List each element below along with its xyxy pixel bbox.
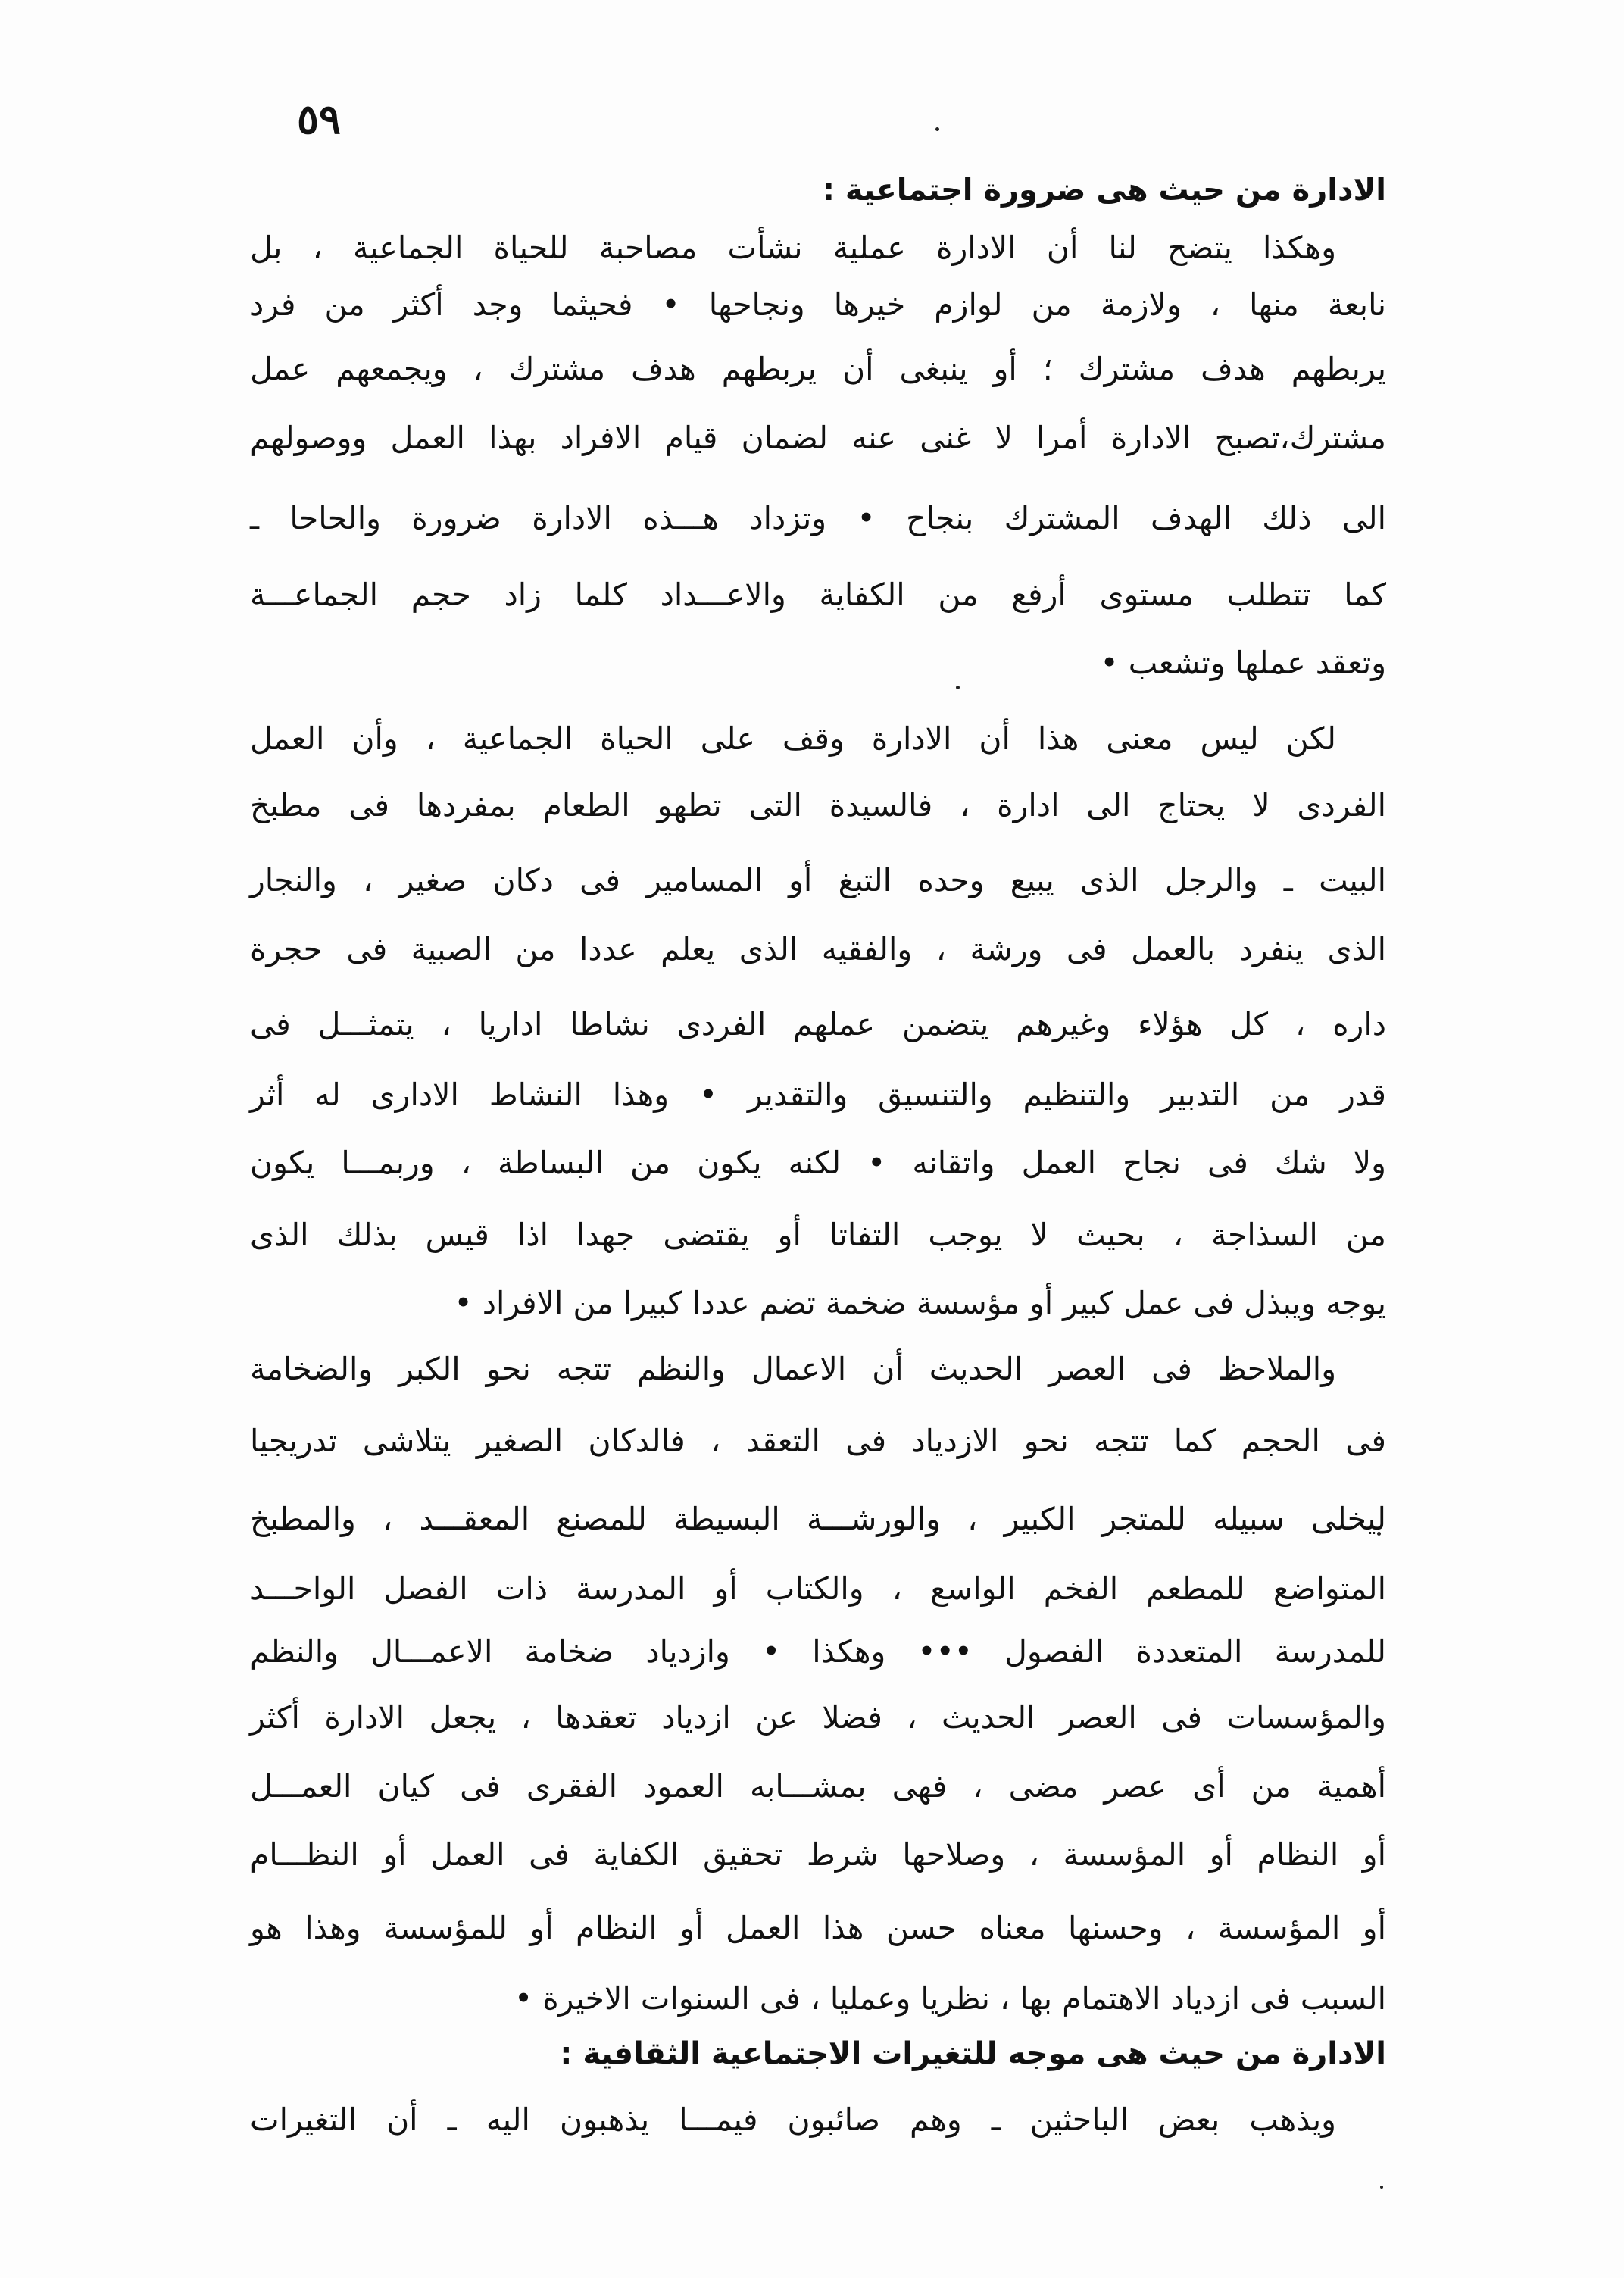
section-heading: الادارة من حيث هى موجه للتغيرات الاجتماعية الثقافية : — [560, 2036, 1386, 2071]
scan-speck — [1380, 2186, 1383, 2189]
text-line: وتعقد عملها وتشعب • — [1100, 645, 1386, 681]
text-line: كما تتطلب مستوى أرفع من الكفاية والاعـــداد كلما زاد حجم الجماعـــة — [250, 577, 1386, 613]
text-line: نابعة منها ، ولازمة من لوازم خيرها ونجاحها • فحيثما وجد أكثر من فرد — [250, 286, 1386, 323]
text-line: ولا شك فى نجاح العمل واتقانه • لكنه يكون من البساطة ، وربمـــا يكون — [250, 1145, 1386, 1181]
text-line: الذى ينفرد بالعمل فى ورشة ، والفقيه الذى يعلم عددا من الصبية فى حجرة — [250, 931, 1386, 967]
text-line: داره ، كل هؤلاء وغيرهم يتضمن عملهم الفردى نشاطا اداريا ، يتمثـــل فى — [250, 1006, 1386, 1042]
text-line: السبب فى ازدياد الاهتمام بها ، نظريا وعمليا ، فى السنوات الاخيرة • — [514, 1980, 1386, 2017]
text-line: مشترك،تصبح الادارة أمرا لا غنى عنه لضمان قيام الافراد بهذا العمل ووصولهم — [250, 420, 1386, 456]
text-line: أو النظام أو المؤسسة ، وصلاحها شرط تحقيق الكفاية فى العمل أو النظـــام — [250, 1836, 1386, 1873]
text-line: فى الحجم كما تتجه نحو الازدياد فى التعقد ، فالدكان الصغير يتلاشى تدريجيا — [250, 1423, 1386, 1459]
text-line: ليخلى سبيله للمتجر الكبير ، والورشـــة البسيطة للمصنع المعقـــد ، والمطبخ — [250, 1501, 1386, 1537]
text-line: يربطهم هدف مشترك ؛ أو ينبغى أن يربطهم هدف مشترك ، ويجمعهم عمل — [250, 351, 1386, 387]
text-line: والمؤسسات فى العصر الحديث ، فضلا عن ازدياد تعقدها ، يجعل الادارة أكثر — [250, 1699, 1386, 1736]
text-line: لكن ليس معنى هذا أن الادارة وقف على الحياة الجماعية ، وأن العمل — [250, 720, 1336, 757]
text-line: أو المؤسسة ، وحسنها معناه حسن هذا العمل أو النظام أو للمؤسسة وهذا هو — [250, 1910, 1386, 1946]
text-line: أهمية من أى عصر مضى ، فهى بمشـــابه العمود الفقرى فى كيان العمـــل — [250, 1768, 1386, 1805]
text-line: والملاحظ فى العصر الحديث أن الاعمال والنظم تتجه نحو الكبر والضخامة — [250, 1351, 1336, 1387]
text-line: قدر من التدبير والتنظيم والتنسيق والتقدير • وهذا النشاط الادارى له أثر — [250, 1077, 1386, 1113]
text-line: للمدرسة المتعددة الفصول ••• وهكذا • وازدياد ضخامة الاعمـــال والنظم — [250, 1633, 1386, 1670]
text-line: وهكذا يتضح لنا أن الادارة عملية نشأت مصاحبة للحياة الجماعية ، بل — [250, 230, 1336, 266]
text-line: البيت ـ والرجل الذى يبيع وحده التبغ أو المسامير فى دكان صغير ، والنجار — [250, 862, 1386, 898]
text-line: يوجه ويبذل فى عمل كبير أو مؤسسة ضخمة تضم عددا كبيرا من الافراد • — [454, 1285, 1386, 1321]
scan-speck — [956, 686, 960, 689]
text-line: الفردى لا يحتاج الى ادارة ، فالسيدة التى تطهو الطعام بمفردها فى مطبخ — [250, 787, 1386, 823]
text-line: المتواضع للمطعم الفخم الواسع ، والكتاب أو المدرسة ذات الفصل الواحـــد — [250, 1570, 1386, 1607]
scan-speck — [935, 127, 939, 131]
text-line: ويذهب بعض الباحثين ـ وهم صائبون فيمـــا يذهبون اليه ـ أن التغيرات — [250, 2101, 1336, 2138]
page-number: ٥٩ — [297, 95, 342, 143]
text-line: من السذاجة ، بحيث لا يوجب التفاتا أو يقتضى جهدا اذا قيس بذلك الذى — [250, 1217, 1386, 1253]
section-heading: الادارة من حيث هى ضرورة اجتماعية : — [822, 173, 1386, 208]
text-line: الى ذلك الهدف المشترك بنجاح • وتزداد هـــذه الادارة ضرورة والحاحا ـ — [250, 500, 1386, 536]
